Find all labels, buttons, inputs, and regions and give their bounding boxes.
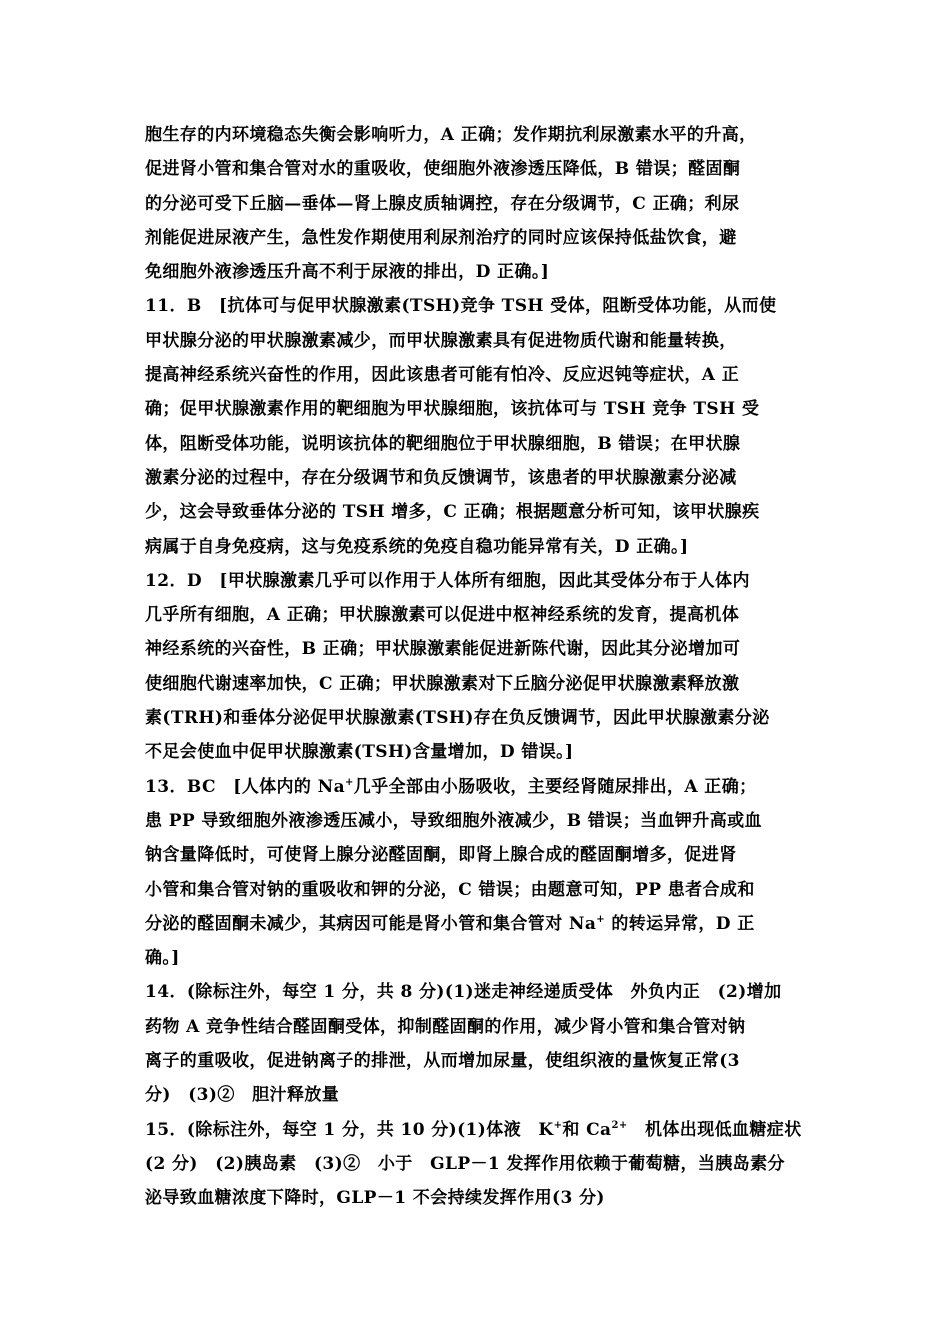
text-segment: 几乎全部由小肠吸收，主要经肾随尿排出，A 正确； <box>353 776 757 797</box>
text-line-11 <box>145 461 807 495</box>
text-segment: 素(TRH)和垂体分泌促甲状腺激素(TSH)存在负反馈调节，因此甲状腺激素分泌 <box>145 708 770 729</box>
text-segment: 小管和集合管对钠的重吸收和钾的分泌，C 错误；由题意可知，PP 患者合成和 <box>145 879 755 900</box>
text-segment: 体，阻断受体功能，说明该抗体的靶细胞位于甲状腺细胞，B 错误；在甲状腺 <box>145 433 741 454</box>
text-segment: 不足会使血中促甲状腺激素(TSH)含量增加，D 错误。] <box>145 742 574 763</box>
text-line-29 <box>145 1078 807 1112</box>
text-line-16 <box>145 632 807 666</box>
text-line-7 <box>145 324 807 358</box>
superscript: + <box>596 913 606 925</box>
text-line-28 <box>145 1044 807 1078</box>
text-segment: 确；促甲状腺激素作用的靶细胞为甲状腺细胞，该抗体可与 TSH 竞争 TSH 受 <box>145 399 760 420</box>
text-segment: 病属于自身免疫病，这与免疫系统的免疫自稳功能异常有关，D 正确。] <box>145 536 689 557</box>
text-line-19 <box>145 735 807 769</box>
text-segment: 神经系统的兴奋性，B 正确；甲状腺激素能促进新陈代谢，因此其分泌增加可 <box>145 639 741 660</box>
text-line-3 <box>145 187 807 221</box>
text-line-6 <box>145 289 807 323</box>
text-line-8 <box>145 358 807 392</box>
text-segment: 几乎所有细胞，A 正确；甲状腺激素可以促进中枢神经系统的发育，提高机体 <box>145 605 740 626</box>
answer-document <box>145 118 807 1216</box>
text-line-9 <box>145 392 807 426</box>
text-segment: 和 Ca <box>562 1119 612 1140</box>
text-segment: 胞生存的内环境稳态失衡会影响听力，A 正确；发作期抗利尿激素水平的升高， <box>145 125 757 145</box>
text-segment: 13．BC [人体内的 Na <box>145 776 345 797</box>
text-line-13 <box>145 530 807 564</box>
text-segment: (2 分) (2)胰岛素 (3)② 小于 GLP－1 发挥作用依赖于葡萄糖，当胰岛素分 <box>145 1153 785 1174</box>
text-line-26 <box>145 975 807 1009</box>
text-segment: 分泌的醛固酮未减少，其病因可能是肾小管和集合管对 Na <box>145 913 597 934</box>
text-segment: 药物 A 竞争性结合醛固酮受体，抑制醛固酮的作用，减少肾小管和集合管对钠 <box>145 1016 746 1037</box>
text-segment: 提高神经系统兴奋性的作用，因此该患者可能有怕冷、反应迟钝等症状，A 正 <box>145 365 740 386</box>
text-line-22 <box>145 838 807 872</box>
text-segment: 12．D [甲状腺激素几乎可以作用于人体所有细胞，因此其受体分布于人体内 <box>145 570 750 591</box>
text-segment: 11．B [抗体可与促甲状腺激素(TSH)竞争 TSH 受体，阻断受体功能，从而使 <box>145 296 777 317</box>
text-segment: 患 PP 导致细胞外液渗透压减小，导致细胞外液减少，B 错误；当血钾升高或血 <box>145 810 762 831</box>
text-segment: 使细胞代谢速率加快，C 正确；甲状腺激素对下丘脑分泌促甲状腺激素释放激 <box>145 673 740 694</box>
text-line-14 <box>145 564 807 598</box>
text-segment: 离子的重吸收，促进钠离子的排泄，从而增加尿量，使组织液的量恢复正常(3 <box>145 1051 740 1072</box>
text-segment: 甲状腺分泌的甲状腺激素减少，而甲状腺激素具有促进物质代谢和能量转换， <box>145 330 737 351</box>
superscript: 2+ <box>611 1119 628 1131</box>
text-segment: 激素分泌的过程中，存在分级调节和负反馈调节，该患者的甲状腺激素分泌减 <box>145 467 737 488</box>
text-line-30 <box>145 1113 807 1147</box>
text-line-5 <box>145 255 807 289</box>
text-segment: 钠含量降低时，可使肾上腺分泌醛固酮，即肾上腺合成的醛固酮增多，促进肾 <box>145 845 737 866</box>
text-line-2 <box>145 152 807 186</box>
text-segment: 免细胞外液渗透压升高不利于尿液的排出，D 正确。] <box>145 262 550 283</box>
text-line-23 <box>145 873 807 907</box>
text-line-10 <box>145 427 807 461</box>
text-line-24 <box>145 907 807 941</box>
text-segment: 少，这会导致垂体分泌的 TSH 增多，C 正确；根据题意分析可知，该甲状腺疾 <box>145 502 760 523</box>
text-line-31 <box>145 1147 807 1181</box>
text-segment: 14．(除标注外，每空 1 分，共 8 分)(1)迷走神经递质受体 外负内正 (2)增加 <box>145 982 782 1003</box>
superscript: + <box>345 776 354 788</box>
text-line-21 <box>145 804 807 838</box>
text-segment: 机体出现低血糖症状 <box>627 1119 802 1140</box>
text-line-15 <box>145 598 807 632</box>
text-segment: 分) (3)② 胆汁释放量 <box>145 1085 340 1106</box>
superscript: + <box>553 1119 563 1131</box>
text-line-27 <box>145 1010 807 1044</box>
text-segment: 确。] <box>145 948 180 969</box>
text-line-12 <box>145 495 807 529</box>
text-line-32 <box>145 1181 807 1215</box>
text-segment: 促进肾小管和集合管对水的重吸收，使细胞外液渗透压降低，B 错误；醛固酮 <box>145 159 741 180</box>
text-segment: 15．(除标注外，每空 1 分，共 10 分)(1)体液 K <box>145 1119 554 1140</box>
text-line-20 <box>145 770 807 804</box>
text-line-4 <box>145 221 807 255</box>
text-line-1 <box>145 118 807 152</box>
text-segment: 泌导致血糖浓度下降时，GLP－1 不会持续发挥作用(3 分) <box>145 1188 605 1209</box>
text-line-18 <box>145 701 807 735</box>
text-line-25 <box>145 941 807 975</box>
text-segment: 剂能促进尿液产生，急性发作期使用利尿剂治疗的同时应该保持低盐饮食，避 <box>145 227 737 248</box>
text-segment: 的分泌可受下丘脑—垂体—肾上腺皮质轴调控，存在分级调节，C 正确；利尿 <box>145 193 740 214</box>
text-line-17 <box>145 667 807 701</box>
text-segment: 的转运异常，D 正 <box>605 913 755 934</box>
